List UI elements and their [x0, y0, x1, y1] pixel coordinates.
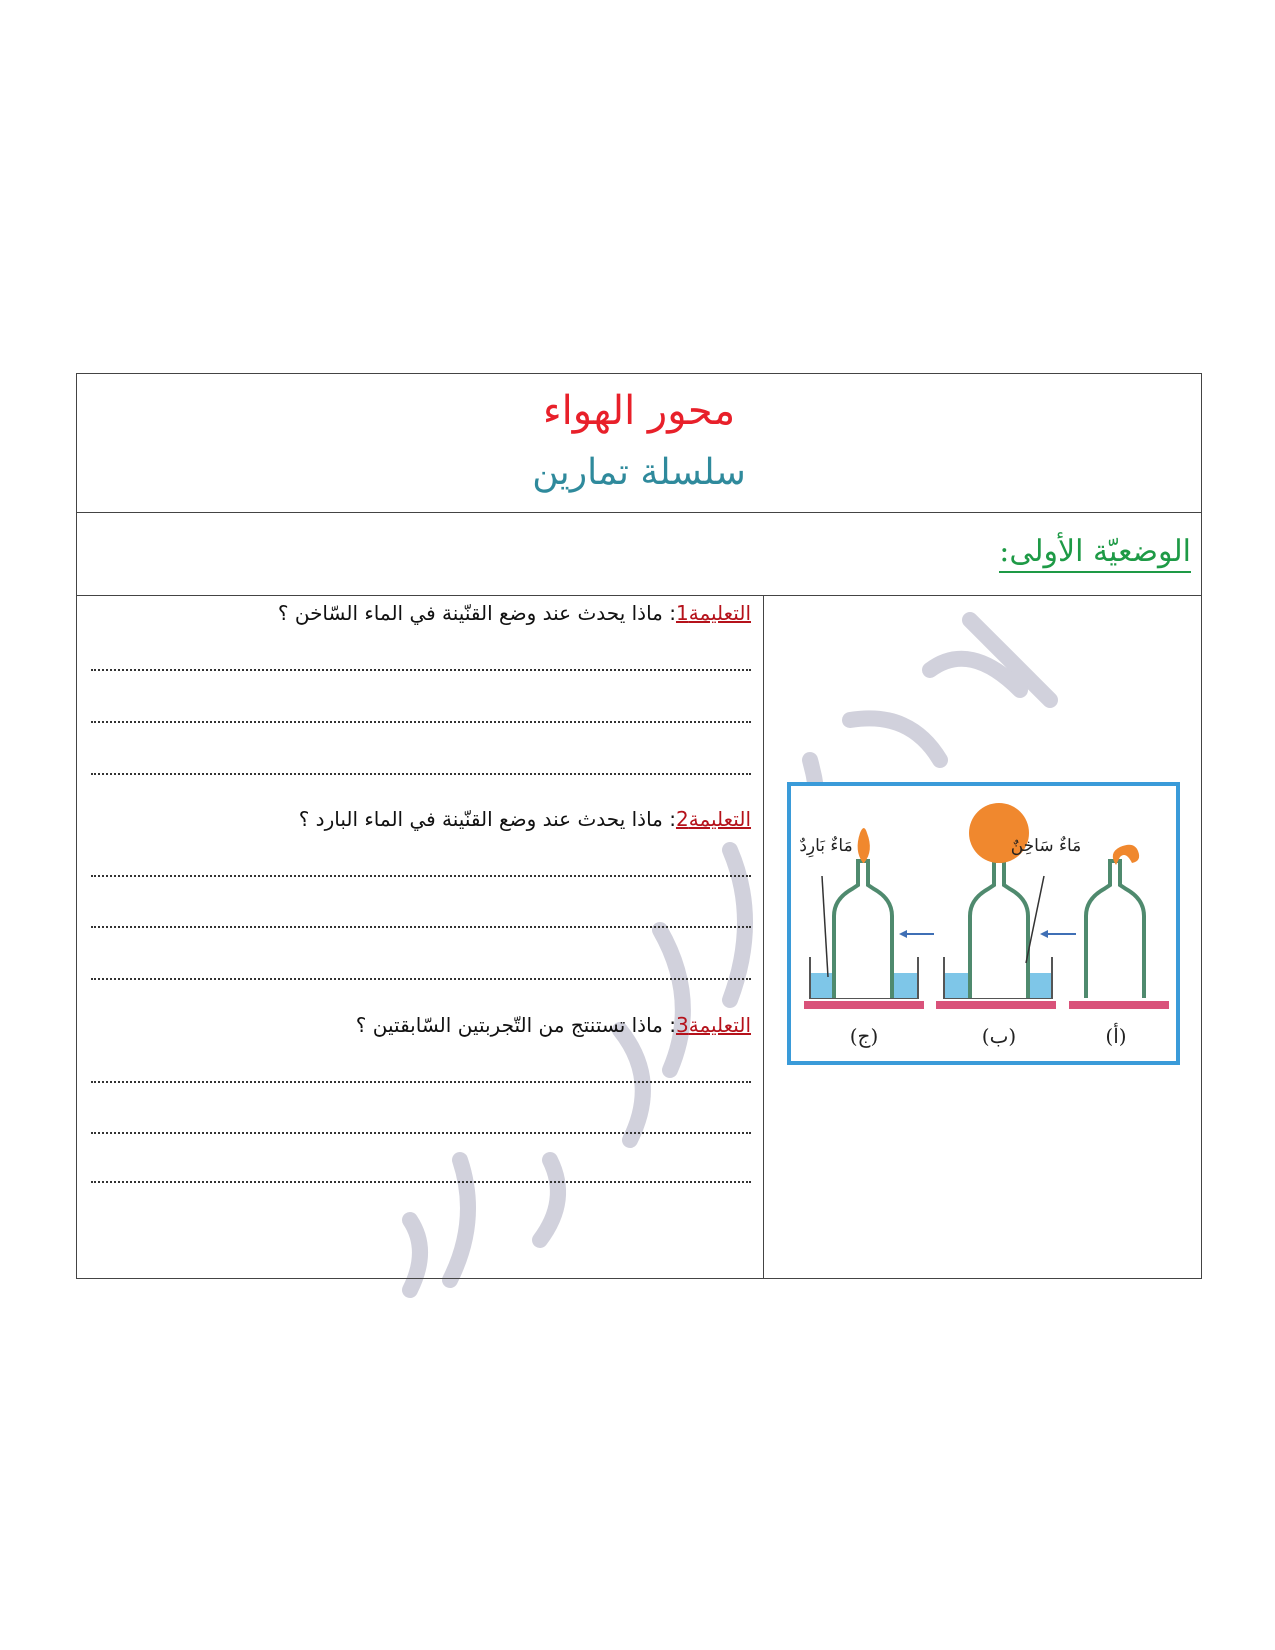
base-strip-c: [804, 1001, 924, 1009]
situation-row: [77, 512, 1201, 596]
cold-water-label: مَاءٌ بَارِدٌ: [799, 836, 853, 856]
question-2-label: التعليمة2: [675, 807, 751, 831]
answer-line[interactable]: [91, 926, 751, 928]
question-3: [356, 1013, 751, 1037]
content-row: [77, 595, 1201, 1279]
figure-column: [764, 595, 1201, 1279]
experiment-figure: [786, 781, 1181, 1066]
label-a: (أ): [1105, 1024, 1127, 1048]
answer-line[interactable]: [91, 1081, 751, 1083]
base-strip-b: [936, 1001, 1056, 1009]
question-2: [299, 807, 751, 831]
label-c: (ج): [849, 1024, 879, 1048]
label-b: (ب): [981, 1024, 1017, 1048]
answer-line[interactable]: [91, 1181, 751, 1183]
answer-line[interactable]: [91, 721, 751, 723]
base-strip-a: [1069, 1001, 1169, 1009]
bottom-border: [76, 1278, 1202, 1279]
questions-column: [77, 595, 764, 1279]
question-1: [278, 601, 751, 625]
situation-title: الوضعيّة الأولى:: [999, 534, 1191, 573]
answer-line[interactable]: [91, 669, 751, 671]
page-subtitle: سلسلة تمارين: [532, 452, 746, 493]
question-3-label: التعليمة3: [675, 1013, 751, 1037]
question-1-text: : ماذا يحدث عند وضع القنّينة في الماء السّاخن ؟: [277, 601, 676, 625]
answer-line[interactable]: [91, 1132, 751, 1134]
answer-line[interactable]: [91, 875, 751, 877]
answer-line[interactable]: [91, 978, 751, 980]
answer-line[interactable]: [91, 773, 751, 775]
worksheet-table: [76, 373, 1202, 1279]
question-2-text: : ماذا يحدث عند وضع القنّينة في الماء البارد ؟: [298, 807, 676, 831]
hot-water-label: مَاءٌ سَاخِنٌ: [1010, 836, 1082, 856]
header-row: [77, 374, 1201, 513]
question-3-text: : ماذا تستنتج من التّجربتين السّابقتين ؟: [355, 1013, 676, 1037]
question-1-label: التعليمة1: [675, 601, 751, 625]
experiment-illustration: [786, 781, 1181, 1066]
page-title: محور الهواء: [542, 388, 736, 434]
